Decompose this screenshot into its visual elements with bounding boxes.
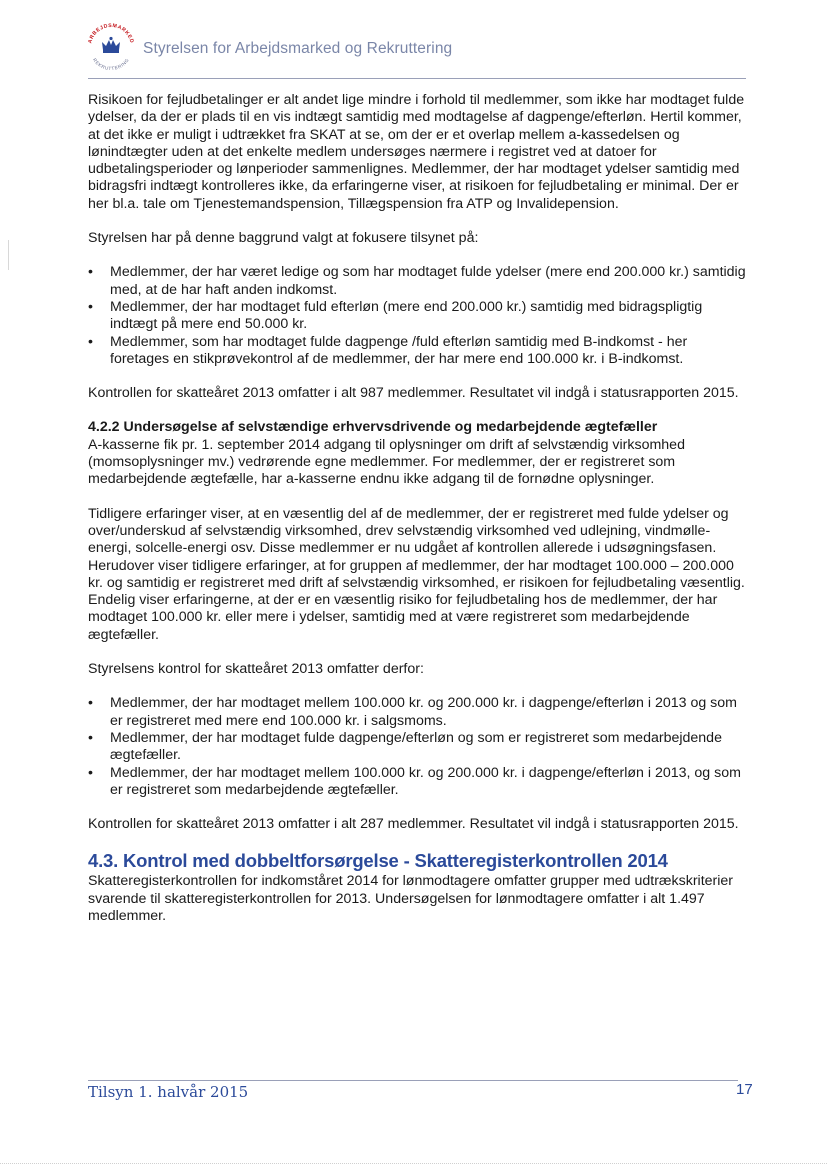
bullet-icon: • xyxy=(88,695,93,712)
document-body xyxy=(88,92,750,925)
list-item-text: Medlemmer, som har modtaget fulde dagpenge /fuld efterløn samtidig med B-indkomst - her foretages en stikprøvekontrol af de medlemmer, der har mere end 100.000 kr. i B-indkomst. xyxy=(110,333,688,367)
page-number: 17 xyxy=(736,1081,753,1098)
list-item xyxy=(88,299,750,334)
list-item-text: Medlemmer, der har modtaget fulde dagpenge/efterløn og som er registreret som medarbejdende ægtefæller. xyxy=(110,729,722,764)
list-item xyxy=(88,730,750,765)
bullet-icon: • xyxy=(88,764,93,781)
paragraph: Kontrollen for skatteåret 2013 omfatter i alt 987 medlemmer. Resultatet vil indgå i statusrapporten 2015. xyxy=(88,385,739,402)
list-item-text: Medlemmer, der har modtaget mellem 100.000 kr. og 200.000 kr. i dagpenge/efterløn i 2013, og som er registreret som medarbejdende ægtefæller. xyxy=(110,764,741,798)
bullet-icon: • xyxy=(88,298,93,315)
crown-logo-icon xyxy=(82,18,140,76)
svg-text:ARBEJDSMARKED: ARBEJDSMARKED xyxy=(87,22,135,45)
organization-name: Styrelsen for Arbejdsmarked og Rekruttering xyxy=(143,40,453,57)
section-heading-4-2-2: 4.2.2 Undersøgelse af selvstændige erhvervsdrivende og medarbejdende ægtefæller xyxy=(88,419,658,436)
list-item-text: Medlemmer, der har været ledige og som har modtaget fulde ydelser (mere end 200.000 kr.) samtidig med, at de har haft anden indkomst. xyxy=(110,264,746,298)
paragraph: Tidligere erfaringer viser, at en væsentlig del af de medlemmer, der er registreret med fulde ydelser og over/underskud af selvstændig virksomhed, drev selvstændig virksomhed ved udlejning, vindmølle-energi, solcelle-energi osv. Disse medlemmer er nu udgået af kontrollen allerede i udsøgningsfasen. Herudover viser tidligere erfaringer, at for gruppen af medlemmer, der har modtaget 100.000 – 200.000 kr. og samtidig er registreret med drift af selvstændig virksomhed, er risikoen for fejludbetaling væsentlig. Endelig viser erfaringerne, at der er en væsentlig risiko for fejludbetaling hos de medlemmer, der har modtaget 100.000 kr. eller mere i ydelser, samtidig med at være registreret som medarbejdende ægtefæller. xyxy=(88,505,745,643)
scan-margin-mark xyxy=(8,240,9,270)
list-item xyxy=(88,334,750,369)
list-item xyxy=(88,765,750,800)
bullet-icon: • xyxy=(88,333,93,350)
list-item-text: Medlemmer, der har modtaget fuld efterløn (mere end 200.000 kr.) samtidig med bidragspligtig indtægt på mere end 50.000 kr. xyxy=(110,298,703,333)
paragraph: Skatteregisterkontrollen for indkomståret 2014 for lønmodtagere omfatter grupper med udtrækskriterier svarende til skatteregisterkontrollen for 2013. Undersøgelsen for lønmodtagere omfatter i alt 1.497 medlemmer. xyxy=(88,873,734,924)
paragraph: Styrelsen har på denne baggrund valgt at fokusere tilsynet på: xyxy=(88,230,479,247)
page-bottom-edge xyxy=(0,1163,827,1165)
page-header xyxy=(82,18,750,80)
section-heading-4-3: 4.3. Kontrol med dobbeltforsørgelse - Skatteregisterkontrollen 2014 xyxy=(88,850,668,872)
header-divider xyxy=(88,78,746,79)
bullet-list xyxy=(88,695,750,799)
list-item-text: Medlemmer, der har modtaget mellem 100.000 kr. og 200.000 kr. i dagpenge/efterløn i 2013 og som er registreret med mere end 100.000 kr. i salgsmoms. xyxy=(110,695,737,729)
paragraph: Risikoen for fejludbetalinger er alt andet lige mindre i forhold til medlemmer, som ikke har modtaget fulde ydelser, da der er plads til en vis indtægt samtidig med modtagelse af dagpenge/efterløn. Hertil kommer, at det ikke er muligt i udtrækket fra SKAT at se, om der er et overlap mellem a-kassedelsen og lønindtægter uden at det enkelte medlem undersøges nærmere i registret ved at datoer for udbetalingsperioder og lønperioder sammenlignes. Medlemmer, der har modtaget ydelser samtidig med bidragsfri indtægt kontrolleres ikke, da erfaringerne viser, at risikoen for fejludbetaling er minimal. Der er her bl.a. tale om Tjenestemandspension, Tillægspension fra ATP og Invalidepension. xyxy=(88,92,745,212)
paragraph: Styrelsens kontrol for skatteåret 2013 omfatter derfor: xyxy=(88,661,424,678)
list-item xyxy=(88,695,750,730)
svg-text:REKRUTTERING: REKRUTTERING xyxy=(91,57,131,72)
paragraph: A-kasserne fik pr. 1. september 2014 adgang til oplysninger om drift af selvstændig virksomhed (momsoplysninger mv.) vedrørende egne medlemmer. For medlemmer, der er registreret som medarbejdende ægtefælle, har a-kasserne endnu ikke adgang til de fornødne oplysninger. xyxy=(88,436,685,488)
list-item xyxy=(88,264,750,299)
bullet-list xyxy=(88,264,750,368)
bullet-icon: • xyxy=(88,729,93,746)
footer-divider xyxy=(88,1080,738,1081)
paragraph: Kontrollen for skatteåret 2013 omfatter i alt 287 medlemmer. Resultatet vil indgå i statusrapporten 2015. xyxy=(88,816,739,833)
footer-title: Tilsyn 1. halvår 2015 xyxy=(88,1083,249,1101)
bullet-icon: • xyxy=(88,264,93,281)
